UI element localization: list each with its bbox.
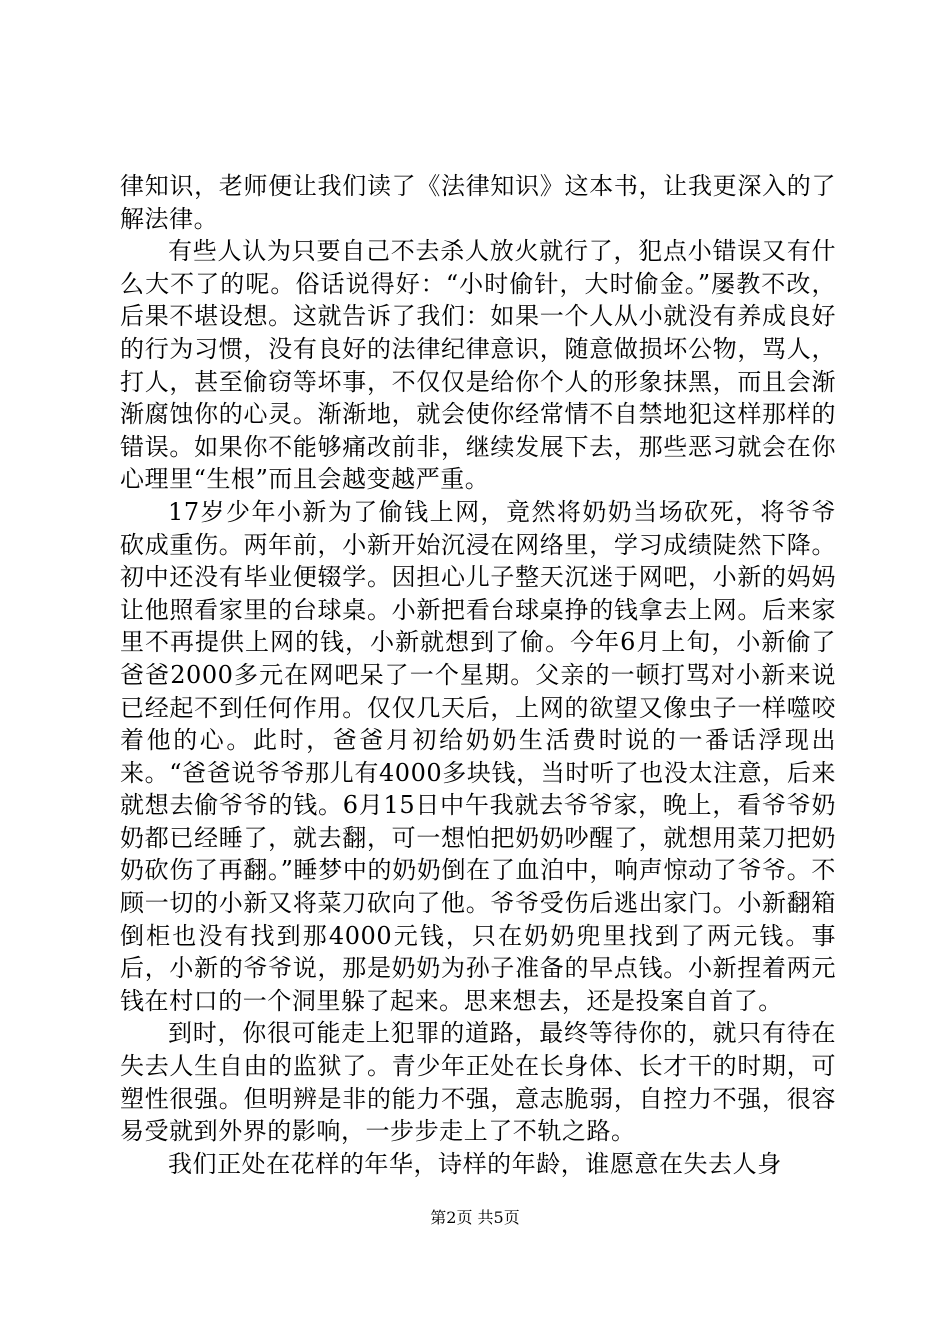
paragraph-3: 17岁少年小新为了偷钱上网，竟然将奶奶当场砍死，将爷爷砍成重伤。两年前，小新开始沉浸在网络里，学习成绩陡然下降。初中还没有毕业便辍学。因担心儿子整天沉迷于网吧，小新的妈妈让他照看家里的台球桌。小新把看台球桌挣的钱拿去上网。后来家里不再提供上网的钱，小新就想到了偷。今年6月上旬，小新偷了爸爸2000多元在网吧呆了一个星期。父亲的一顿打骂对小新来说已经起不到任何作用。仅仅几天后，上网的欲望又像虫子一样噬咬着他的心。此时，爸爸月初给奶奶生活费时说的一番话浮现出来。“爸爸说爷爷那儿有4000多块钱，当时听了也没太注意，后来就想去偷爷爷的钱。6月15日中午我就去爷爷家，晚上，看爷爷奶奶都已经睡了，就去翻，可一想怕把奶奶吵醒了，就想用菜刀把奶奶砍伤了再翻。”睡梦中的奶奶倒在了血泊中，响声惊动了爷爷。不顾一切的小新又将菜刀砍向了他。爷爷受伤后逃出家门。小新翻箱倒柜也没有找到那4000元钱，只在奶奶兜里找到了两元钱。事后，小新的爷爷说，那是奶奶为孙子准备的早点钱。小新捏着两元钱在村口的一个洞里躲了起来。思来想去，还是投案自首了。	[120, 497, 836, 1015]
page-number-footer: 第2页 共5页	[430, 1208, 520, 1227]
paragraph-4: 到时，你很可能走上犯罪的道路，最终等待你的，就只有待在失去人生自由的监狱了。青少年正处在长身体、长才干的时期，可塑性很强。但明辨是非的能力不强，意志脆弱，自控力不强，很容易受就到外界的影响，一步步走上了不轨之路。	[120, 1019, 836, 1146]
paragraph-2: 有些人认为只要自己不去杀人放火就行了，犯点小错误又有什么大不了的呢。俗话说得好：“小时偷针，大时偷金。”屡教不改，后果不堪设想。这就告诉了我们：如果一个人从小就没有养成良好的行为习惯，没有良好的法律纪律意识，随意做损坏公物，骂人，打人，甚至偷窃等坏事，不仅仅是给你个人的形象抹黑，而且会渐渐腐蚀你的心灵。渐渐地，就会使你经常情不自禁地犯这样那样的错误。如果你不能够痛改前非，继续发展下去，那些恶习就会在你心理里“生根”而且会越变越严重。	[120, 237, 836, 494]
paragraph-5: 我们正处在花样的年华，诗样的年龄，谁愿意在失去人身	[168, 1149, 782, 1178]
document-body	[120, 170, 836, 1180]
paragraph-1: 律知识，老师便让我们读了《法律知识》这本书，让我更深入的了解法律。	[120, 172, 836, 233]
